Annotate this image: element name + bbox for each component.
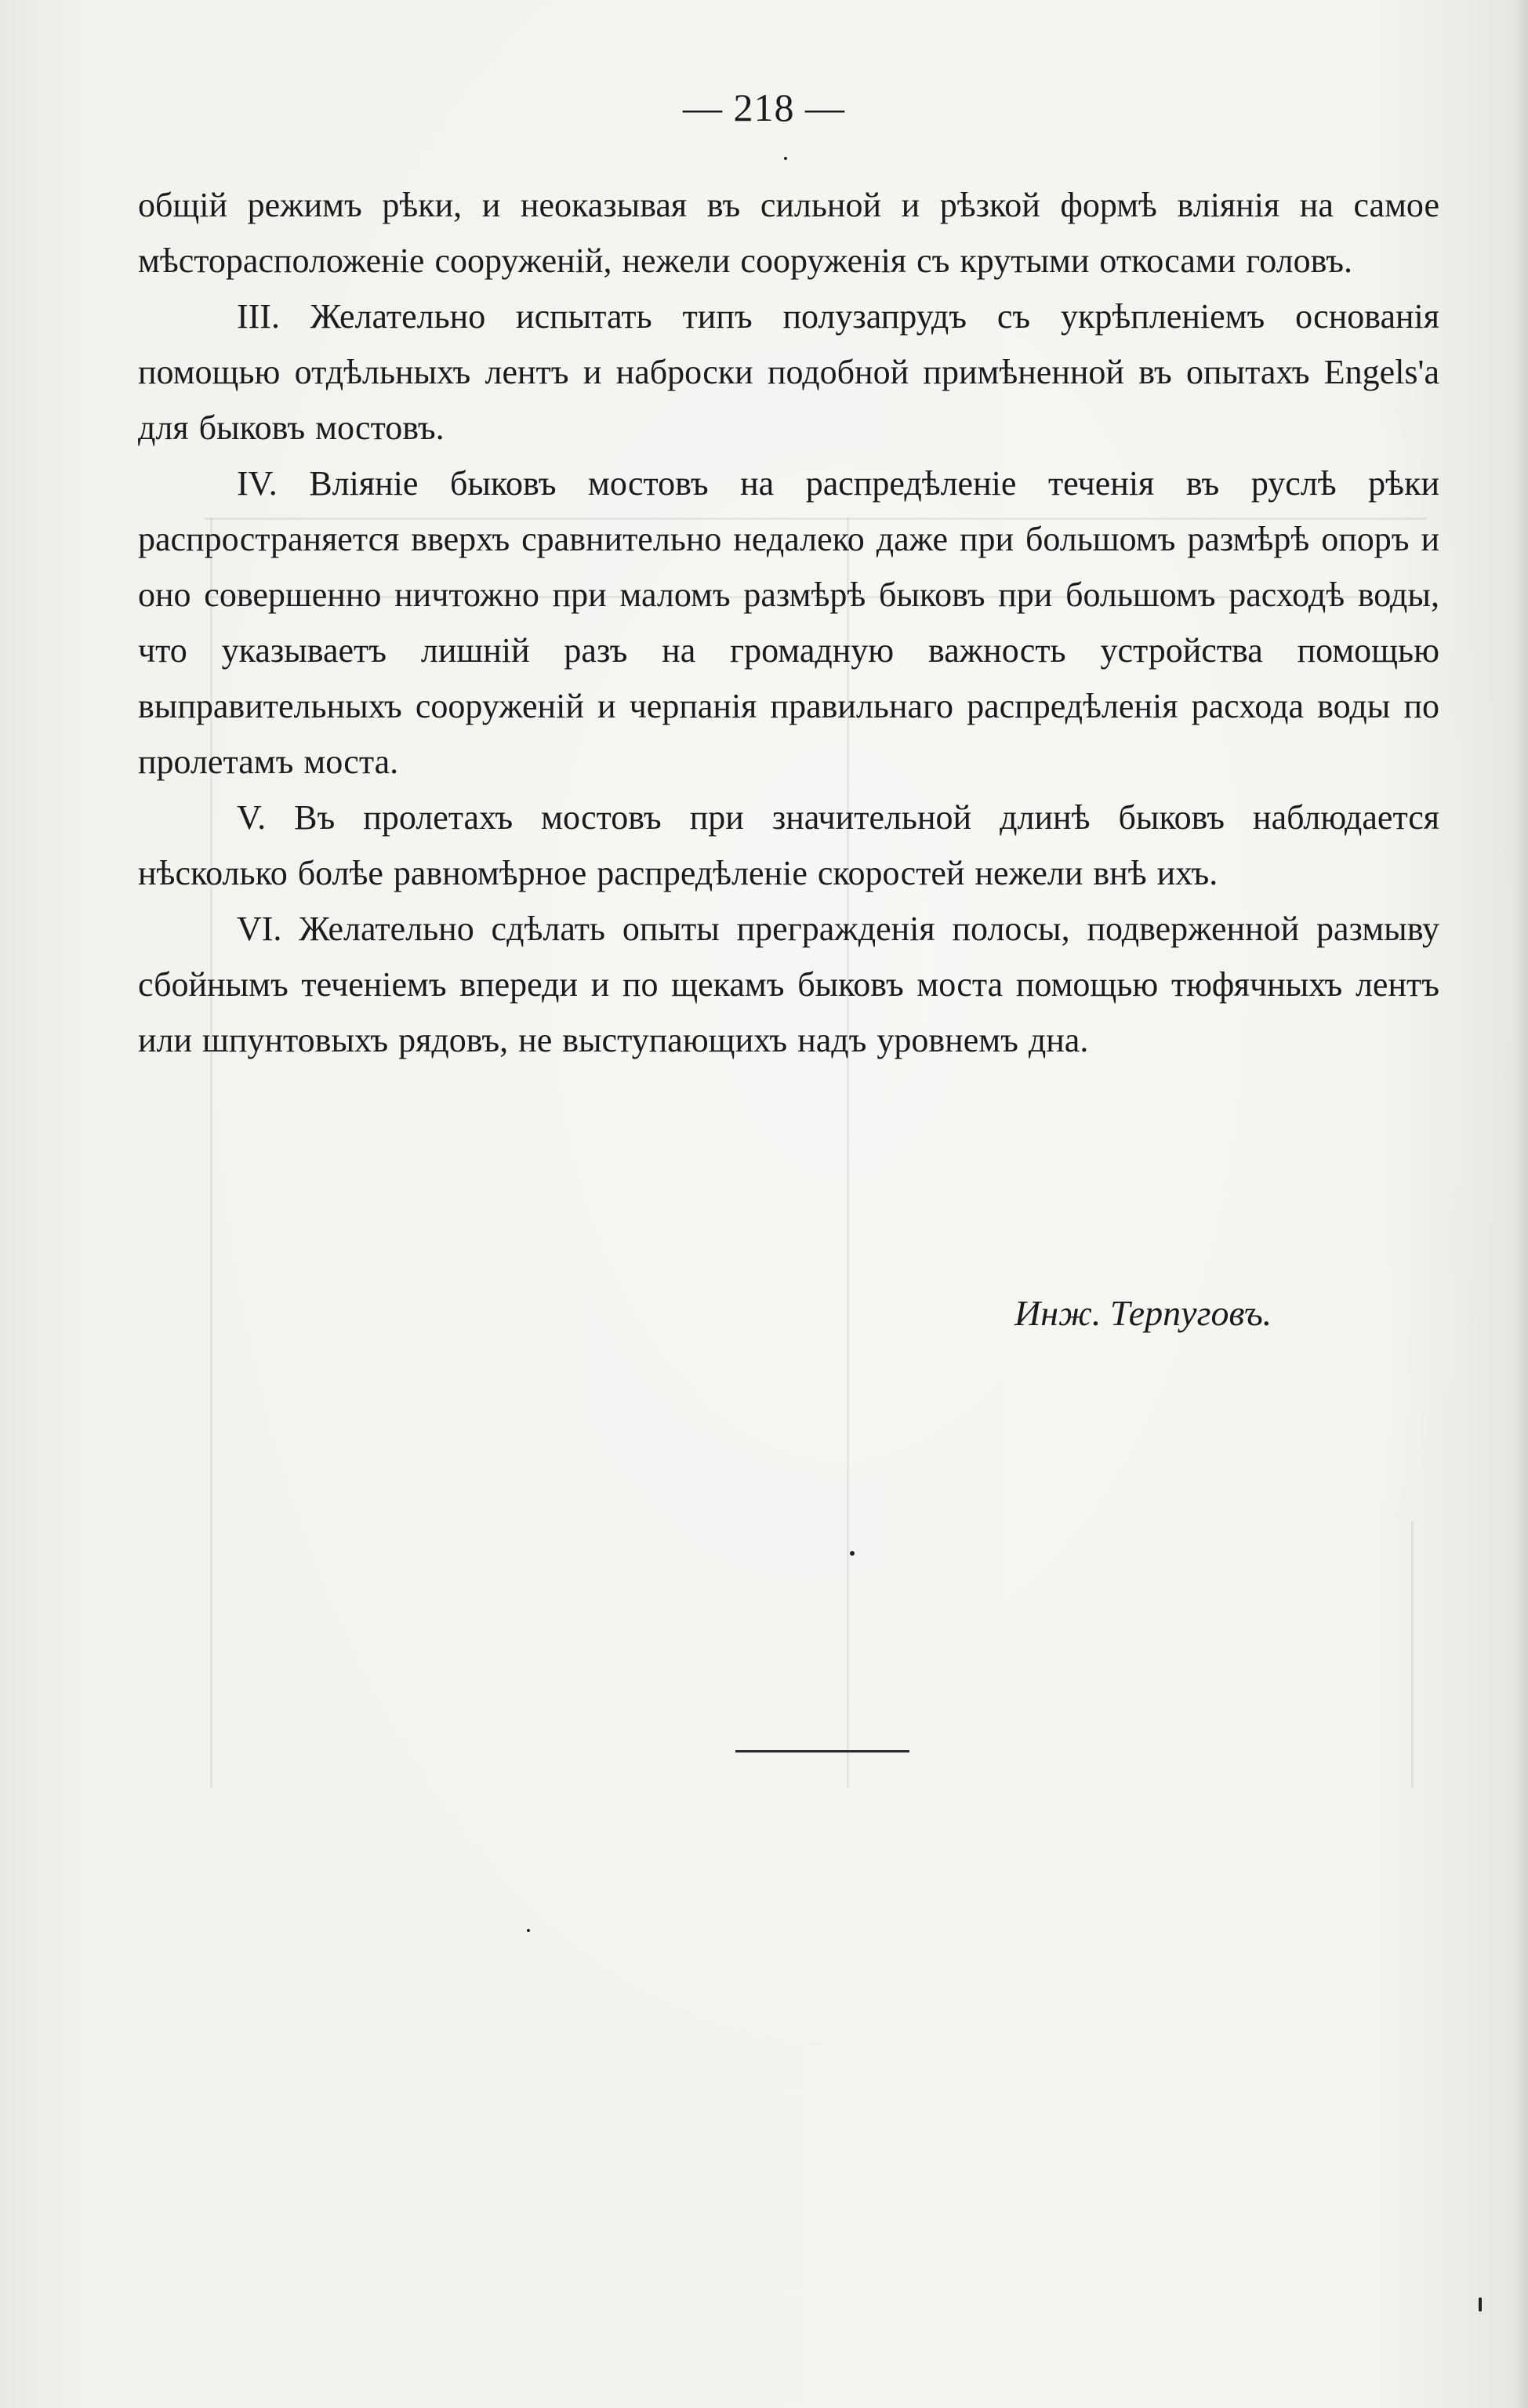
- ink-speck: [527, 1929, 530, 1932]
- paragraph-conclusion-iii: III. Желательно испытать типъ полузапрудъ съ укрѣпленіемъ основанія помощью отдѣльныхъ лентъ и наброски подобной примѣненной въ опытахъ Engels'а для быковъ мостовъ.: [138, 297, 1439, 447]
- paragraph-conclusion-v: V. Въ пролетахъ мостовъ при значительной длинѣ быковъ наблюдается нѣсколько болѣе равномѣрное распредѣленіе скоростей нежели внѣ ихъ.: [138, 798, 1439, 892]
- ink-speck: [850, 1551, 855, 1556]
- paragraph-conclusion-vi: VI. Желательно сдѣлать опыты прегражденія полосы, подверженной размыву сбойнымъ теченіемъ впереди и по щекамъ быковъ моста помощью тюфячныхъ лентъ или шпунтовыхъ рядовъ, не выступающихъ надъ уровнемъ дна.: [138, 910, 1439, 1059]
- body-text: [138, 177, 1439, 1068]
- author-signature: Инж. Терпуговъ.: [1014, 1293, 1272, 1333]
- ink-speck: [1479, 2297, 1482, 2312]
- bleed-through-rule: [1411, 1521, 1414, 1788]
- paragraph-continuation: общій режимъ рѣки, и неоказывая въ сильной и рѣзкой формѣ вліянія на самое мѣсторасположеніе сооруженій, нежели сооруженія съ крутыми откосами головъ.: [138, 186, 1439, 280]
- closing-rule: [735, 1750, 909, 1752]
- ink-speck: [784, 157, 787, 160]
- page-number: — 218 —: [683, 85, 845, 129]
- page-edge-shadow: [1512, 0, 1528, 2408]
- paragraph-conclusion-iv: IV. Вліяніе быковъ мостовъ на распредѣленіе теченія въ руслѣ рѣки распространяется вверхъ сравнительно недалеко даже при большомъ размѣрѣ опоръ и оно совершенно ничтожно при маломъ размѣрѣ быковъ при большомъ расходѣ воды, что указываетъ лишній разъ на громадную важность устройства помощью выправительныхъ сооруженій и черпанія правильнаго распредѣленія расхода воды по пролетамъ моста.: [138, 464, 1439, 781]
